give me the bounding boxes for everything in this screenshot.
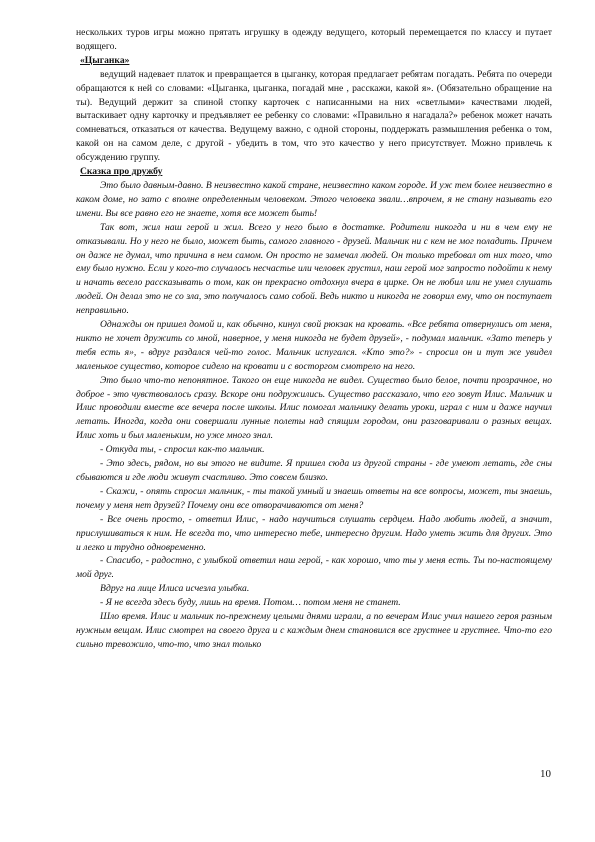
paragraph-tsyganka-rules: ведущий надевает платок и превращается в цыганку, которая предлагает ребятам погадать. Ребята по очереди обращаются к ней со словами: «Цыганка, цыганка, погадай мне , расскажи, какой я». (Обязательно обращение на ты). Ведущий держит за спиной стопку карточек с написанными на них «светлыми» качествами людей, вытаскивает одну карточку и предъявляет ее ребенку со словами: «Правильно я нагадала?» ребенок может начать сомневаться, отказаться от качества. Ведущему важно, с одной стороны, поддержать размышления ребенка о том, какой он на самом деле, с другой - убедить в том, что это качество у него присутствует. Можно привлечь к обсуждению группу.	[76, 68, 552, 164]
story-dialogue-line: - Я не всегда здесь буду, лишь на время. Потом… потом меня не станет.	[100, 597, 401, 609]
story-paragraph: Шло время. Илис и мальчик по-прежнему целыми днями играли, а по вечерам Илис учил нашего героя разным нужным вещам. Илис смотрел на своего друга и с каждым днем становился все грустнее и грустнее. Что-то его сильно тревожило, что-то, что знал только	[76, 611, 552, 650]
story-dialogue-line: - Это здесь, рядом, но вы этого не видите. Я пришел сюда из другой страны - где умеют летать, где сны сбываются и где люди живут счастливо. Это совсем близко.	[76, 458, 552, 483]
page-number: 10	[540, 768, 551, 780]
story-dialogue-line: - Все очень просто, - ответил Илис, - надо научиться слушать сердцем. Надо любить людей, а значит, прислушиваться к ним. Не всегда то, что интересно тебе, интересно другим. Надо уметь жить для других. Это и легко и трудно одновременно.	[76, 513, 552, 553]
document-page	[76, 26, 552, 652]
story-paragraph: Так вот, жил наш герой и жил. Всего у него было в достатке. Родители никогда и ни в чем ему не отказывали. Но у него не было, может быть, самого главного - друзей. Мальчик ни с кем не мог поладить. Причем он даже не думал, что причина в нем самом. Он просто не замечал людей. Он только требовал от них того, что ему было нужно. Если у кого-то случалось несчастье или человек грустил, наш герой мог запросто подойти к нему и начать весело рассказывать о том, как он прекрасно отдохнул вчера в цирке. Он не любил или не умел слушать людей. Он делал это не со зла, это получалось само собой. Ведь никто и никогда не говорил ему, что он поступает неправильно.	[76, 221, 552, 317]
section-heading-tsyganka: «Цыганка»	[80, 54, 130, 66]
story-paragraph: Однажды он пришел домой и, как обычно, кинул свой рюкзак на кровать. «Все ребята отвернулись от меня, никто не хочет дружить со мной, наверное, у меня никогда не будет друзей», - подумал мальчик. «Зато теперь у тебя есть я», - вдруг раздался чей-то голос. Мальчик испугался. «Кто это?» - спросил он и тут же увидел маленькое существо, которое сидело на кровати и с восторгом смотрело на него.	[76, 319, 552, 372]
section-heading-skazka: Сказка про дружбу	[80, 166, 163, 178]
story-paragraph: Это было давным-давно. В неизвестно какой стране, неизвестно каком городе. И уж тем более неизвестно в каком доме, но зато с вполне определенным человеком. Этого человека звали…впрочем, я не стану называть его имени. Вы все равно его не знаете, хотя все может быть!	[76, 179, 552, 219]
story-paragraph: Это было что-то непонятное. Такого он еще никогда не видел. Существо было белое, почти прозрачное, но доброе - это чувствовалось сразу. Вскоре они подружились. Существо рассказало, что его зовут Илис. Мальчик и Илис проводили вместе все вечера после школы. Илис помогал мальчику делать уроки, играл с ним и даже научил летать. Иногда, когда они совершали лунные полеты над спящим городом, они разговаривали о разных вещах. Илис хоть и был маленьким, но уже много знал.	[76, 374, 552, 442]
paragraph-intro-continued: нескольких туров игры можно прятать игрушку в одежду ведущего, который перемещается по классу и путает водящего.	[76, 27, 552, 52]
story-paragraph: Вдруг на лице Илиса исчезла улыбка.	[100, 583, 250, 595]
story-dialogue-line: - Скажи, - опять спросил мальчик, - ты такой умный и знаешь ответы на все вопросы, может, ты знаешь, почему у меня нет друзей? Почему они все отворачиваются от меня?	[76, 485, 552, 511]
story-dialogue-line: - Спасибо, - радостно, с улыбкой ответил наш герой, - как хорошо, что ты у меня есть. Ты по-настоящему мой друг.	[76, 555, 552, 581]
story-dialogue-line: - Откуда ты, - спросил как-то мальчик.	[100, 444, 265, 456]
